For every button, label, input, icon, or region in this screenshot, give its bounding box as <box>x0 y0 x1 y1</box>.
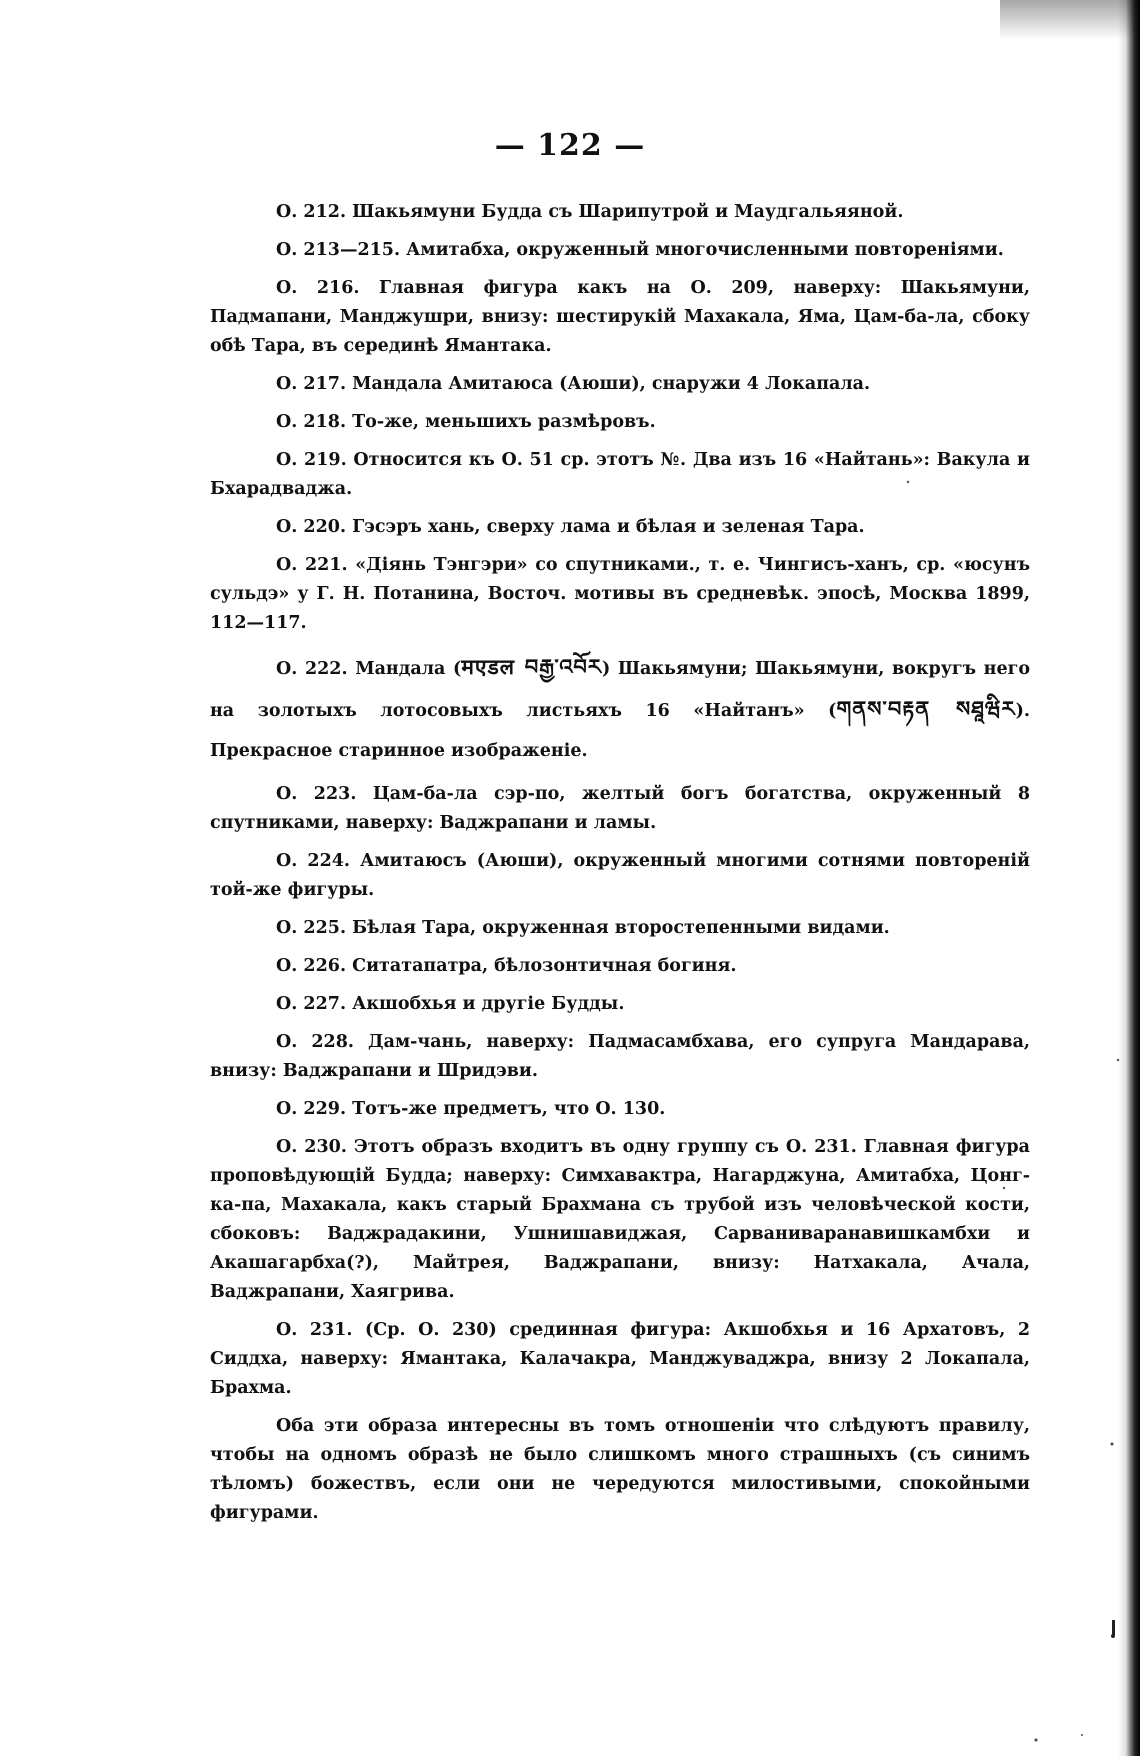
entry-229: О. 229. Тотъ-же предметъ, что О. 130. <box>276 1099 666 1119</box>
entry-213-215: О. 213—215. Амитабха, окруженный многочисленными повтореніями. <box>276 240 1004 260</box>
entry-231: О. 231. (Ср. О. 230) срединная фигура: Акшобхья и 16 Архатовъ, 2 Сиддха, наверху: Ямантака, Калачакра, Манджуваджра, внизу 2 Локапала, Брахма. <box>210 1320 1030 1398</box>
closing-paragraph: Оба эти образа интересны въ томъ отношеніи что слѣдуютъ правилу, чтобы на одномъ образѣ не было слишкомъ много страшныхъ (съ синимъ тѣломъ) божествъ, если они не чередуются милостивыми, спокойными фигурами. <box>210 1416 1030 1523</box>
page-number: — 122 — <box>494 128 646 163</box>
speck <box>1112 1620 1115 1636</box>
entry-223: О. 223. Цам-ба-ла сэр-по, желтый богъ богатства, окруженный 8 спутниками, наверху: Ваджрапани и ламы. <box>210 784 1030 833</box>
entry-222-script-1: मएडल བརྒྱ་འབོར <box>461 654 602 679</box>
page-edge-shadow <box>1118 0 1140 1756</box>
entry-216: О. 216. Главная фигура какъ на О. 209, наверху: Шакьямуни, Падмапани, Манджушри, внизу: шестирукій Махакала, Яма, Цам-ба-ла, сбоку обѣ Тара, въ серединѣ Ямантака. <box>210 278 1030 356</box>
catalog-entries <box>210 198 1030 1537</box>
entry-222-script-2: གནས་བརྟན སཐཱཝིར <box>836 696 1016 721</box>
entry-212: О. 212. Шакьямуни Будда съ Шарипутрой и Маудгальяяной. <box>276 202 904 222</box>
speck <box>1035 1739 1038 1742</box>
entry-226: О. 226. Ситатапатра, бѣлозонтичная богиня. <box>276 956 737 976</box>
speck <box>1111 1443 1114 1446</box>
speck <box>1081 1734 1083 1736</box>
entry-218: О. 218. То-же, меньшихъ размѣровъ. <box>276 412 656 432</box>
speck <box>1111 1634 1115 1638</box>
entry-228: О. 228. Дам-чань, наверху: Падмасамбхава, его супруга Мандарава, внизу: Ваджрапани и Шридэви. <box>210 1032 1030 1081</box>
entry-221: О. 221. «Діянь Тэнгэри» со спутниками., т. е. Чингисъ-ханъ, ср. «юсунъ сульдэ» у Г. Н. Потанина, Восточ. мотивы въ средневѣк. эпосѣ, Москва 1899, 112—117. <box>210 555 1030 633</box>
entry-222-text-a: О. 222. Мандала ( <box>276 659 462 679</box>
entry-222-text-b: ) Шакьямуни; Шакьямуни, вокругъ него на золотыхъ лотосовыхъ листьяхъ 16 «Найтанъ» ( <box>210 659 1031 721</box>
entry-222-text-c: ). Прекрасное старинное изображеніе. <box>210 701 1030 761</box>
entry-224: О. 224. Амитаюсъ (Аюши), окруженный многими сотнями повтореній той-же фигуры. <box>210 851 1030 900</box>
entry-219: О. 219. Относится къ О. 51 ср. этотъ №. Два изъ 16 «Найтань»: Вакула и Бхарадваджа. <box>210 450 1030 499</box>
page-corner-shadow <box>1000 0 1140 40</box>
entry-217: О. 217. Мандала Амитаюса (Аюши), снаружи 4 Локапала. <box>276 374 871 394</box>
entry-220: О. 220. Гэсэръ хань, сверху лама и бѣлая и зеленая Тара. <box>276 517 865 537</box>
entry-227: О. 227. Акшобхья и другіе Будды. <box>276 994 625 1014</box>
entry-225: О. 225. Бѣлая Тара, окруженная второстепенными видами. <box>276 918 890 938</box>
entry-222 <box>210 647 1030 771</box>
entry-230: О. 230. Этотъ образъ входитъ въ одну группу съ О. 231. Главная фигура проповѣдующій Будда; наверху: Симхавактра, Нагарджуна, Амитабха, Цонг-ка-па, Махакала, какъ старый Брахмана съ трубой изъ человѣческой кости, сбоковъ: Ваджрадакини, Ушнишавиджая, Сарваниваранавишкамбхи и Акашагарбха(?), Майтрея, Ваджрапани, внизу: Натхакала, Ачала, Ваджрапани, Хаягрива. <box>210 1137 1030 1302</box>
